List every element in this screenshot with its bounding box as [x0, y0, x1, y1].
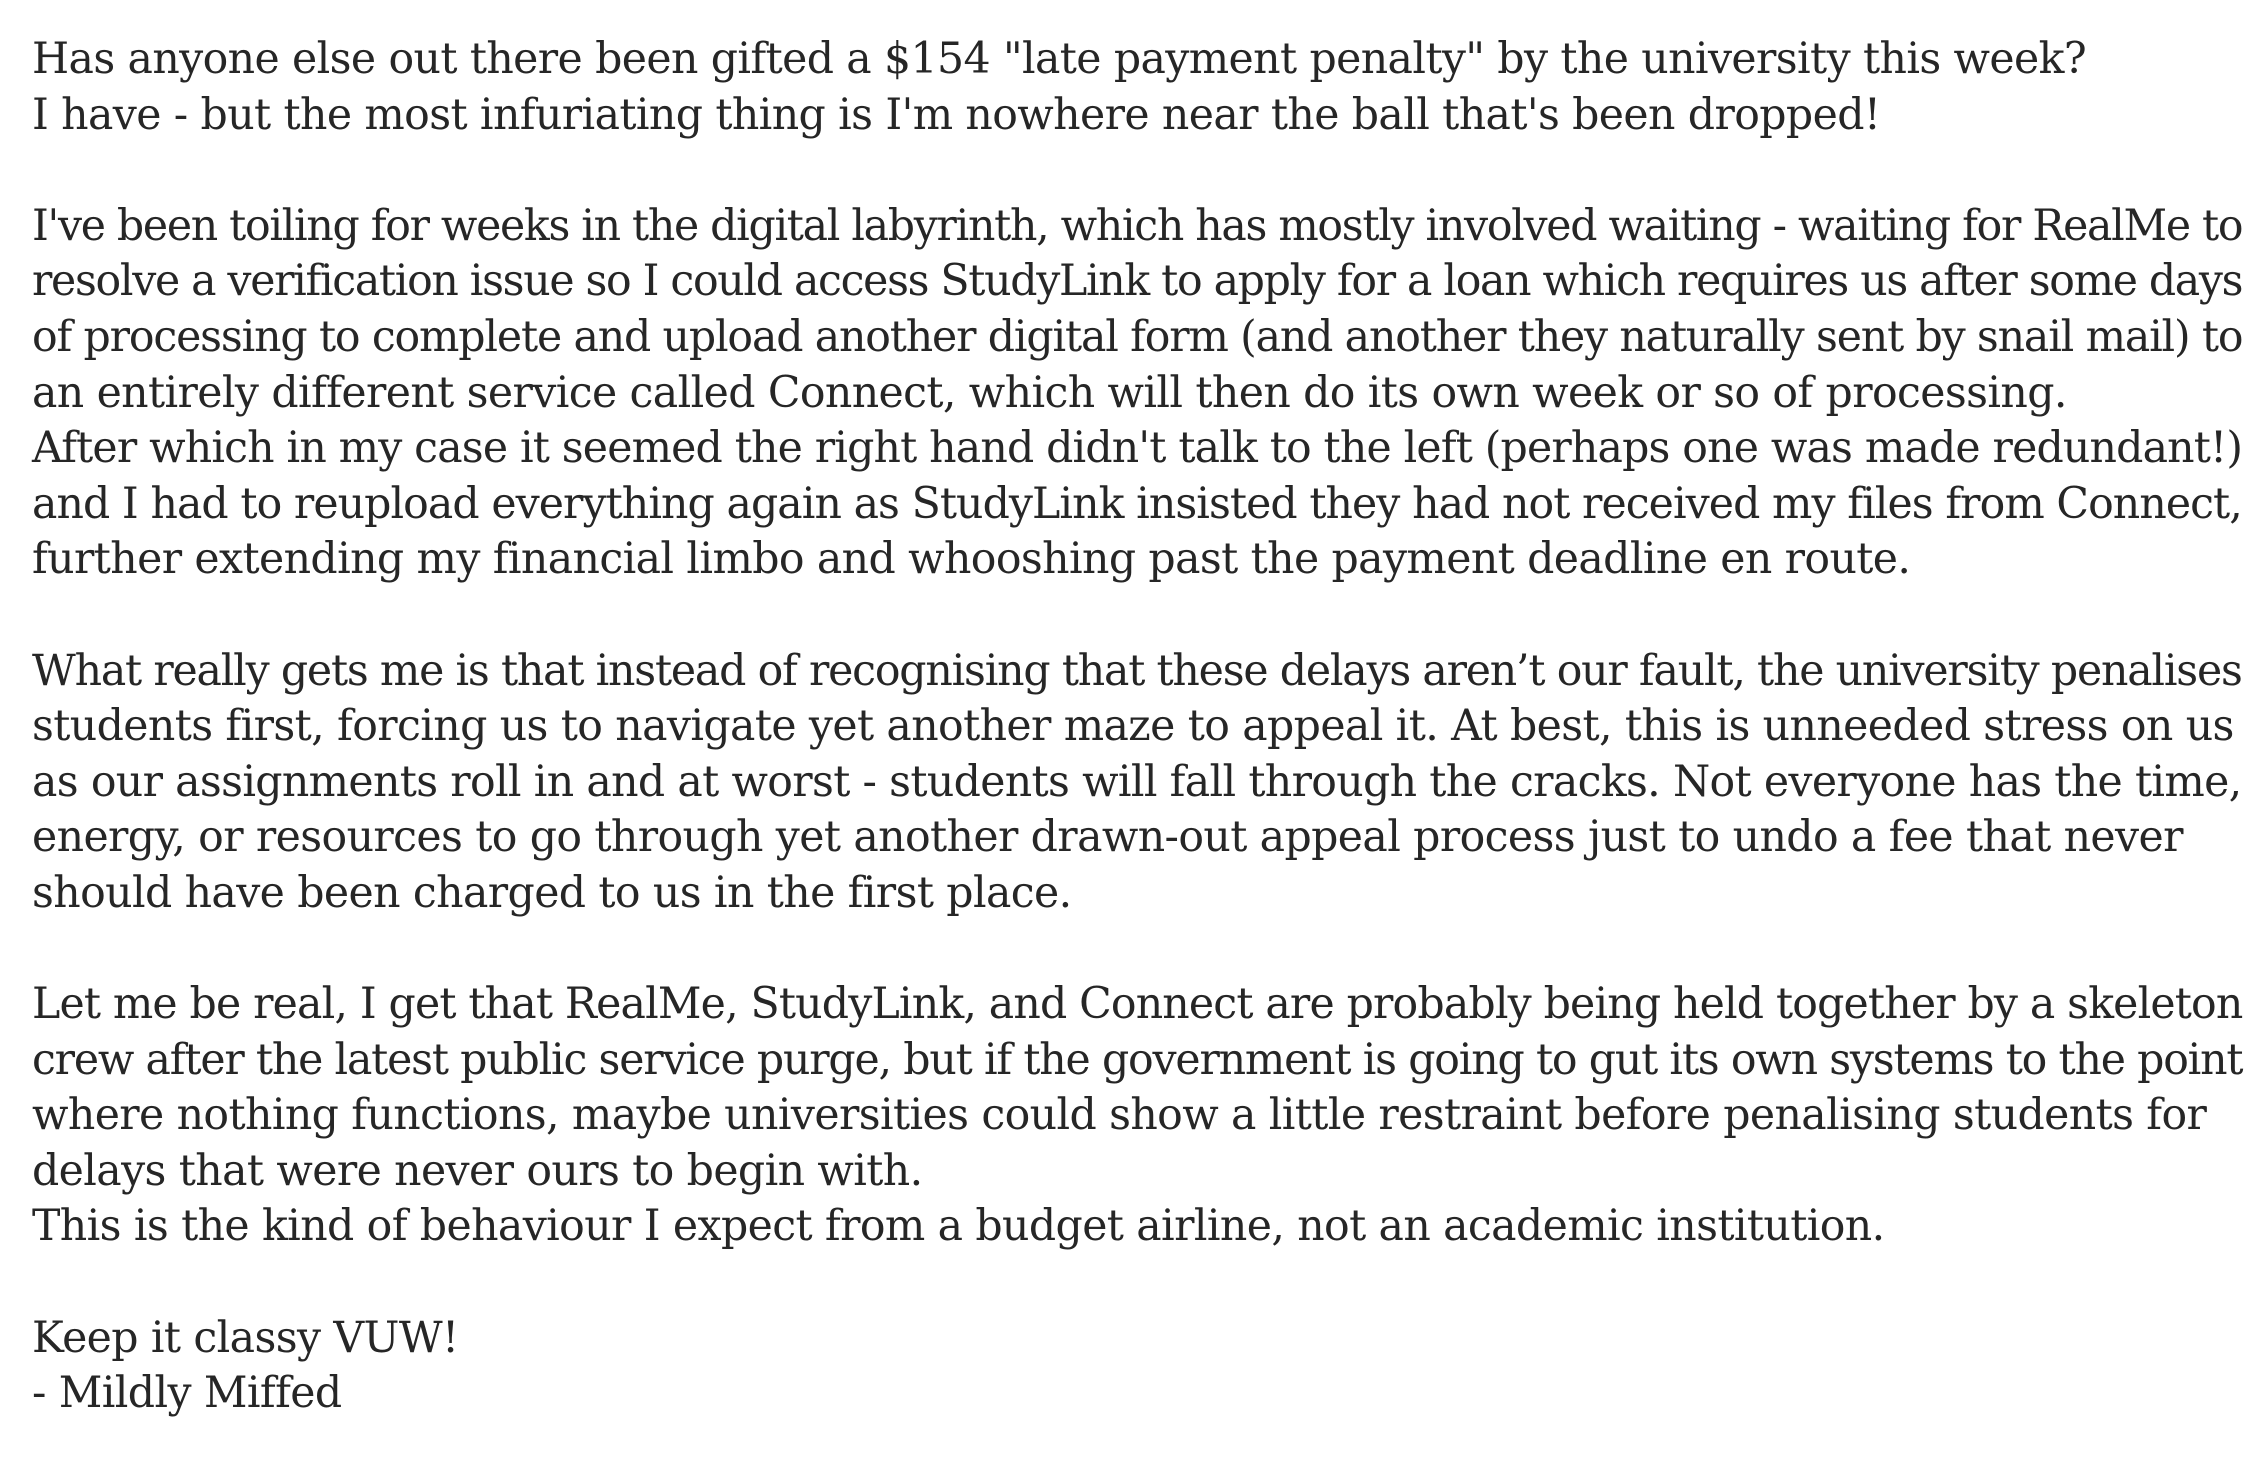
- paragraph-gap: [32, 143, 2242, 199]
- paragraph-gap: [32, 922, 2242, 978]
- text-line: I've been toiling for weeks in the digital labyrinth, which has mostly involved waiting - waiting for RealMe to: [32, 200, 2243, 251]
- text-line: as our assignments roll in and at worst - students will fall through the cracks. Not everyone has the time,: [32, 756, 2242, 807]
- closing-line: Keep it classy VUW!: [32, 1312, 459, 1363]
- paragraph-signoff: [32, 1311, 2242, 1422]
- text-line: should have been charged to us in the first place.: [32, 867, 1072, 918]
- paragraph-labyrinth: [32, 199, 2242, 588]
- paragraph-gap: [32, 588, 2242, 644]
- text-line: students first, forcing us to navigate yet another maze to appeal it. At best, this is unneeded stress on us: [32, 701, 2234, 752]
- paragraph-penalty: [32, 644, 2242, 922]
- text-line: and I had to reupload everything again as StudyLink insisted they had not received my files from Connect,: [32, 478, 2242, 529]
- text-line: further extending my financial limbo and whooshing past the payment deadline en route.: [32, 534, 1911, 585]
- text-line: of processing to complete and upload another digital form (and another they naturally sent by snail mail) to: [32, 311, 2243, 362]
- text-line: energy, or resources to go through yet another drawn-out appeal process just to undo a fee that never: [32, 812, 2183, 863]
- text-line: crew after the latest public service purge, but if the government is going to gut its own systems to the point: [32, 1034, 2243, 1085]
- paragraph-gap: [32, 1255, 2242, 1311]
- paragraph-real-talk: [32, 977, 2242, 1255]
- text-line: Let me be real, I get that RealMe, StudyLink, and Connect are probably being held together by a skeleton: [32, 979, 2243, 1030]
- text-line: What really gets me is that instead of recognising that these delays aren’t our fault, the university penalises: [32, 645, 2242, 696]
- text-line: Has anyone else out there been gifted a $154 "late payment penalty" by the university this week?: [32, 34, 2087, 84]
- text-line: This is the kind of behaviour I expect from a budget airline, not an academic institution.: [32, 1201, 1885, 1252]
- text-line: I have - but the most infuriating thing is I'm nowhere near the ball that's been dropped!: [32, 89, 1881, 140]
- text-line: resolve a verification issue so I could access StudyLink to apply for a loan which requires us after some days: [32, 256, 2243, 307]
- text-line: where nothing functions, maybe universities could show a little restraint before penalising students for: [32, 1090, 2207, 1141]
- letter-body: [32, 32, 2242, 1422]
- signature-line: - Mildly Miffed: [32, 1368, 342, 1419]
- text-line: delays that were never ours to begin with.: [32, 1145, 923, 1196]
- paragraph-opening: [32, 32, 2242, 143]
- text-line: After which in my case it seemed the right hand didn't talk to the left (perhaps one was made redundant!): [32, 423, 2243, 474]
- text-line: an entirely different service called Connect, which will then do its own week or so of processing.: [32, 367, 2067, 418]
